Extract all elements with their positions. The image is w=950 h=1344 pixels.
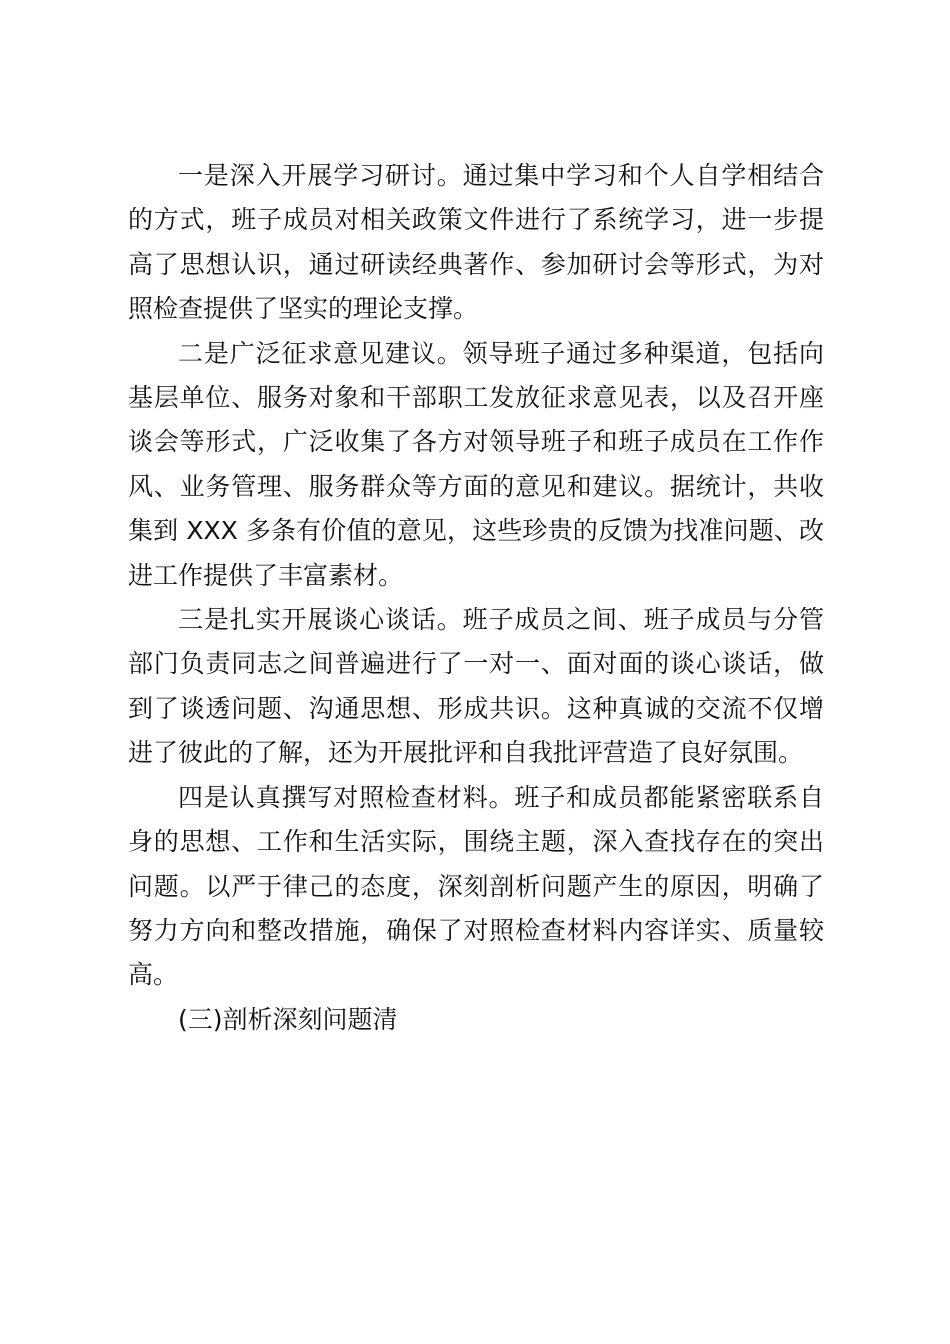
document-body [128, 154, 824, 1042]
section-heading-problem-list: (三)剖析深刻问题清 [178, 1004, 398, 1034]
paragraph-self-examination-materials: 四是认真撰写对照检查材料。班子和成员都能紧密联系自身的思想、工作和生活实际，围绕主题，深入查找存在的突出问题。以严于律己的态度，深刻剖析问题产生的原因，明确了努力方向和整改措施，确保了对照检查材料内容详实、质量较高。 [128, 782, 824, 990]
paragraph-solicit-opinions: 二是广泛征求意见建议。领导班子通过多种渠道，包括向基层单位、服务对象和干部职工发放征求意见表，以及召开座谈会等形式，广泛收集了各方对领导班子和班子成员在工作作风、业务管理、服务群众等方面的意见和建议。据统计，共收集到 XXX 多条有价值的意见，这些珍贵的反馈为找准问题、改进工作提供了丰富素材。 [128, 338, 824, 590]
paragraph-heart-to-heart-talks: 三是扎实开展谈心谈话。班子成员之间、班子成员与分管部门负责同志之间普遍进行了一对一、面对面的谈心谈话，做到了谈透问题、沟通思想、形成共识。这种真诚的交流不仅增进了彼此的了解，还为开展批评和自我批评营造了良好氛围。 [128, 605, 824, 768]
paragraph-study-discussion: 一是深入开展学习研讨。通过集中学习和个人自学相结合的方式，班子成员对相关政策文件进行了系统学习，进一步提高了思想认识，通过研读经典著作、参加研讨会等形式，为对照检查提供了坚实的理论支撑。 [128, 161, 824, 324]
